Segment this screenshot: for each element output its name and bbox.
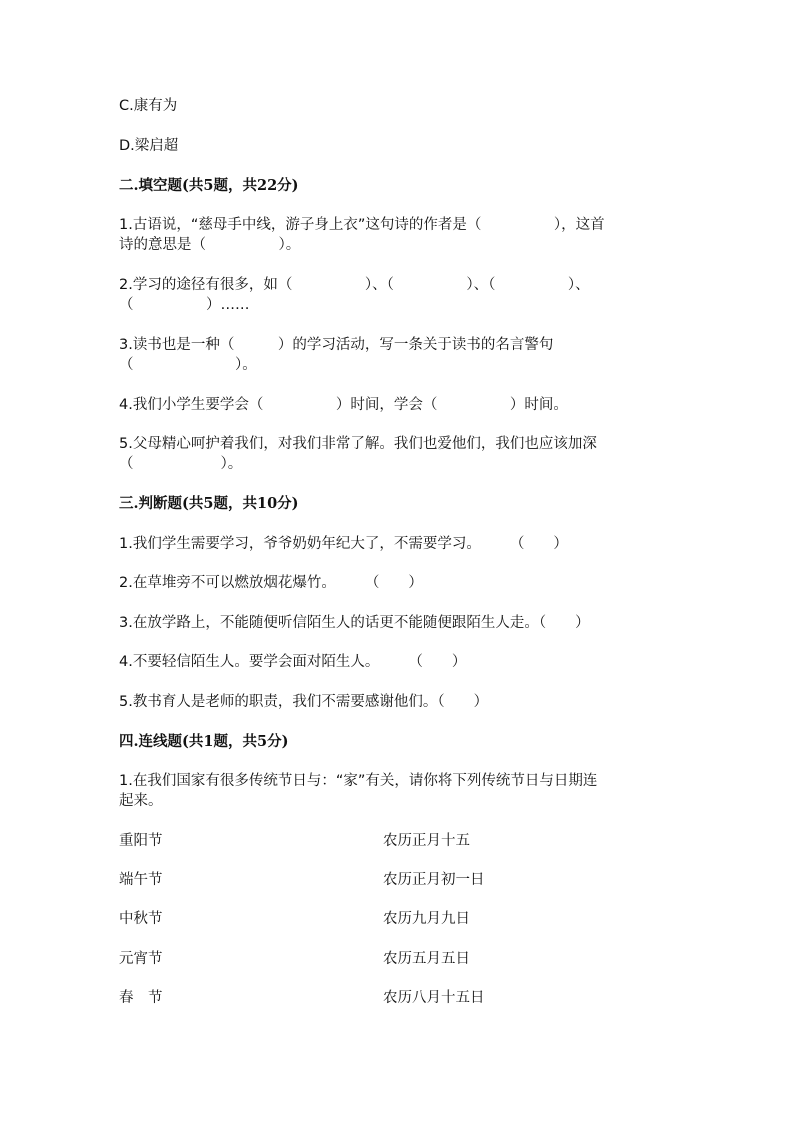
section-heading-fill-blank: 二.填空题(共5题，共22分): [119, 177, 299, 194]
judge-q2: 2.在草堆旁不可以燃放烟花爆竹。 （ ）: [119, 575, 423, 591]
date-item: 农历正月初一日: [383, 872, 485, 888]
judge-q3: 3.在放学路上，不能随便听信陌生人的话更不能随便跟陌生人走。（ ）: [119, 615, 590, 631]
option-d: D.梁启超: [119, 138, 179, 154]
festival-item: 中秋节: [119, 911, 163, 927]
section-heading-matching: 四.连线题(共1题，共5分): [119, 733, 289, 750]
fill-q2-line2: （ ）……: [119, 297, 250, 313]
date-item: 农历五月五日: [383, 951, 470, 967]
festival-item: 元宵节: [119, 951, 163, 967]
fill-q5-line2: （ ）。: [119, 456, 243, 472]
festival-item: 端午节: [119, 872, 163, 888]
date-item: 农历九月九日: [383, 911, 470, 927]
fill-q5-line1: 5.父母精心呵护着我们，对我们非常了解。我们也爱他们，我们也应该加深: [119, 436, 597, 452]
judge-q5: 5.教书育人是老师的职责，我们不需要感谢他们。（ ）: [119, 694, 489, 710]
match-q1-line2: 起来。: [119, 793, 163, 809]
date-item: 农历正月十五: [383, 833, 470, 849]
fill-q1-line2: 诗的意思是（ ）。: [119, 237, 301, 253]
fill-q3-line1: 3.读书也是一种（ ）的学习活动，写一条关于读书的名言警句: [119, 337, 554, 353]
fill-q4: 4.我们小学生要学会（ ）时间，学会（ ）时间。: [119, 397, 568, 413]
match-q1-line1: 1.在我们国家有很多传统节日与：“家”有关，请你将下列传统节日与日期连: [119, 773, 598, 789]
judge-q1: 1.我们学生需要学习，爷爷奶奶年纪大了，不需要学习。 （ ）: [119, 536, 568, 552]
festival-item: 春 节: [119, 990, 163, 1006]
judge-q4: 4.不要轻信陌生人。要学会面对陌生人。 （ ）: [119, 654, 467, 670]
date-item: 农历八月十五日: [383, 990, 485, 1006]
festival-item: 重阳节: [119, 833, 163, 849]
option-c: C.康有为: [119, 98, 178, 114]
fill-q3-line2: （ ）。: [119, 357, 257, 373]
section-heading-true-false: 三.判断题(共5题，共10分): [119, 495, 299, 512]
fill-q1-line1: 1.古语说，“慈母手中线，游子身上衣”这句诗的作者是（ ），这首: [119, 217, 605, 233]
fill-q2-line1: 2.学习的途径有很多，如（ ）、（ ）、（ ）、: [119, 277, 590, 293]
